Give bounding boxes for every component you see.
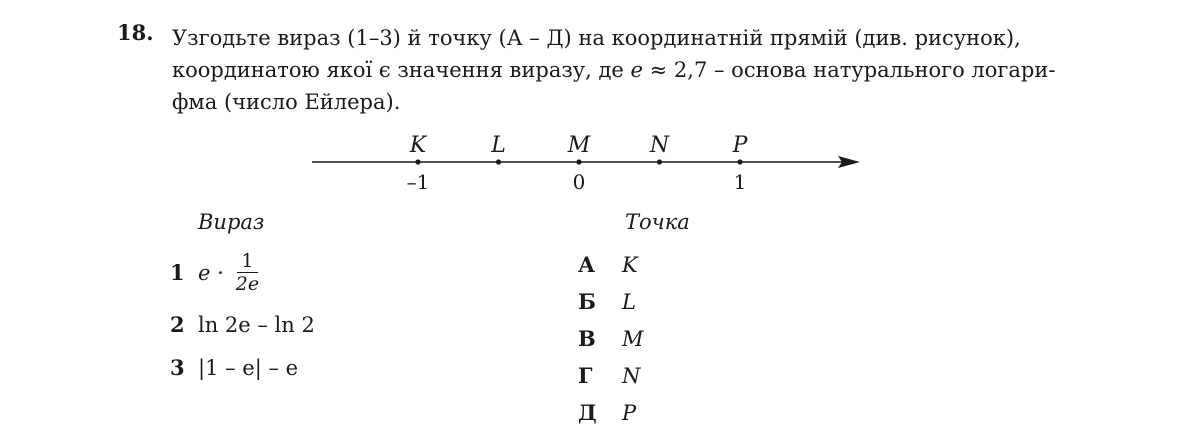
option-row-a	[578, 252, 638, 277]
expression-text: ln 2e – ln 2	[198, 312, 315, 337]
point-marker-n	[657, 159, 662, 164]
task-line-2	[172, 54, 1102, 86]
option-letter: А	[578, 252, 596, 277]
expression-fraction	[232, 250, 263, 295]
point-marker-l	[496, 159, 501, 164]
option-point: P	[622, 400, 637, 425]
euler-variable: e	[630, 58, 643, 82]
point-label-p: P	[732, 133, 748, 158]
option-row-c	[578, 326, 644, 351]
option-row-b	[578, 289, 636, 314]
point-label-m: M	[567, 133, 591, 158]
option-letter: В	[578, 326, 596, 351]
point-label-l: L	[491, 133, 506, 158]
points-header: Точка	[625, 210, 690, 234]
option-row-d	[578, 363, 640, 388]
point-label-n: N	[649, 133, 670, 158]
expression-row-1	[170, 250, 263, 295]
number-line	[300, 125, 870, 195]
point-label-k: K	[409, 133, 427, 158]
expression-text: |1 – e| – e	[198, 355, 299, 380]
option-row-e	[578, 400, 636, 425]
option-letter: Д	[578, 400, 597, 425]
task-statement	[172, 22, 1102, 118]
tick-label: –1	[406, 170, 430, 194]
tick-label: 1	[733, 170, 747, 194]
task-number: 18.	[117, 20, 154, 45]
expression-prefix: e ·	[198, 260, 224, 285]
point-marker-p	[737, 159, 742, 164]
task-line-1: Узгодьте вираз (1–3) й точку (А – Д) на координатній прямій (див. рисунок),	[172, 26, 1021, 50]
option-letter: Б	[578, 289, 596, 314]
task-line-3: фма (число Ейлера).	[172, 90, 401, 114]
point-marker-m	[576, 159, 581, 164]
expression-row-2	[170, 312, 315, 337]
fraction-numerator: 1	[237, 250, 257, 273]
expressions-header: Вираз	[198, 210, 265, 234]
expression-number: 3	[170, 355, 185, 380]
option-point: N	[622, 363, 641, 388]
option-point: M	[622, 326, 644, 351]
expression-number: 1	[170, 260, 185, 285]
tick-label: 0	[572, 170, 586, 194]
option-letter: Г	[578, 363, 593, 388]
expression-number: 2	[170, 312, 185, 337]
option-point: K	[622, 252, 638, 277]
task-line-2-tail: ≈ 2,7 – основа натурального логари-	[642, 58, 1056, 82]
task-line-2-head: координатою якої є значення виразу, де	[172, 58, 631, 82]
expression-row-3	[170, 355, 298, 380]
fraction-denominator: 2e	[235, 273, 260, 295]
point-marker-k	[415, 159, 420, 164]
option-point: L	[622, 289, 636, 314]
